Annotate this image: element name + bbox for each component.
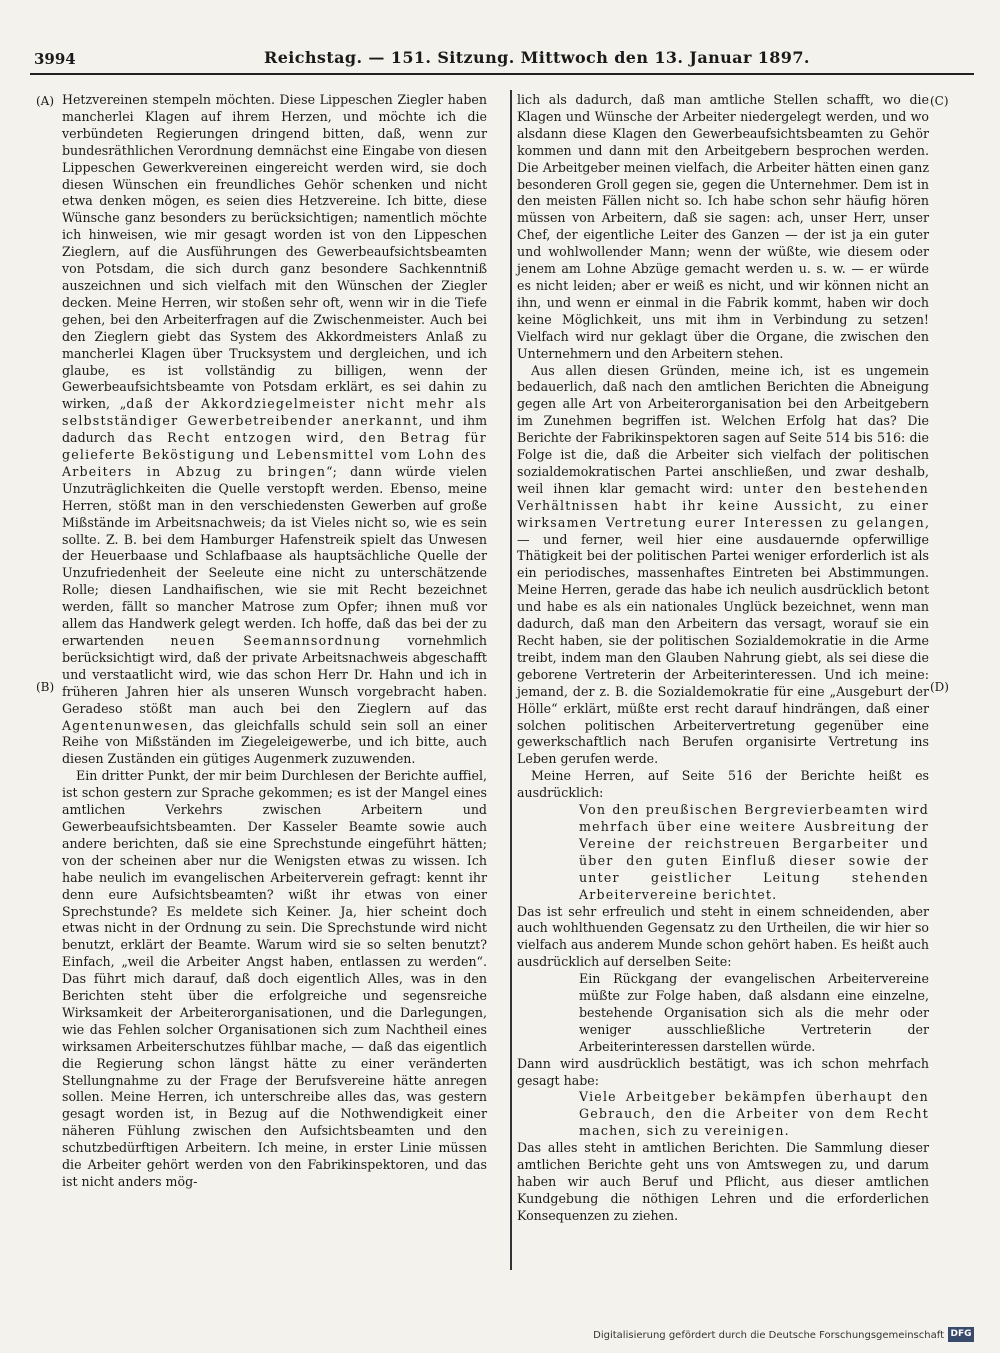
paragraph: Meine Herren, auf Seite 516 der Berichte heißt es ausdrücklich: [517, 768, 929, 801]
header-rule [30, 73, 974, 75]
running-head: Reichstag. — 151. Sitzung. Mittwoch den 13. Januar 1897. [264, 48, 810, 67]
paragraph: Das alles steht in amtlichen Berichten. Die Sammlung dieser amtlichen Berichte geht uns von Amtswegen zu, und darum haben wir auch Beruf und Pflicht, aus dieser amtlichen Kundgebung die nöthigen Lehren und die erforderlichen Konsequenzen zu ziehen. [517, 1140, 929, 1223]
left-column [62, 92, 487, 1191]
paragraph: Aus allen diesen Gründen, meine ich, ist es ungemein bedauerlich, daß nach den amtlichen Berichten die Abneigung gegen alle Art von Arbeiterorganisation bei den Arbeitgebern im Zunehmen begriffen ist. Welchen Erfolg hat das? Die Berichte der Fabrikinspektoren sagen auf Seite 514 bis 516: die Folge ist die, daß die Arbeiter sich vielfach der politischen sozialdemokratischen Partei anschließen, und zwar deshalb, weil ihnen klar gemacht wird: unter den bestehenden Verhältnissen habt ihr keine Aussicht, zu einer wirksamen Vertretung eurer Interessen zu gelangen, — und ferner, weil hier eine ausdauernde opferwillige Thätigkeit bei der politischen Partei weniger erforderlich ist als ein periodisches, massenhaftes Eintreten bei Abstimmungen. Meine Herren, gerade das habe ich neulich ausdrücklich betont und habe es als ein nationales Unglück bezeichnet, wenn man dadurch, daß man den Arbeitern das versagt, worauf sie ein Recht haben, sie der politischen Sozialdemokratie in die Arme treibt, indem man den Glauben Nahrung giebt, als sei diese die geborene Vertreterin der Arbeiterinteressen. Und ich meine: jemand, der z. B. die Sozialdemokratie für eine „Ausgeburt der Hölle“ erklärt, müßte erst recht darauf hindrängen, daß einer solchen politischen Arbeitervertretung gegenüber eine gewerkschaftlich nach Berufen organisirte Vertretung ins Leben gerufen werde. [517, 362, 929, 767]
paragraph: Das ist sehr erfreulich und steht in einem schneidenden, aber auch wohlthuenden Gegensatz zu den Urtheilen, die wir hier so vielfach aus anderem Munde schon gehört haben. Es heißt auch ausdrücklich auf derselben Seite: [517, 903, 929, 970]
page-number: 3994 [34, 50, 76, 68]
footer-funding-note: Digitalisierung gefördert durch die Deutsche Forschungsgemeinschaft [593, 1330, 944, 1341]
column-divider [510, 90, 512, 1270]
margin-letter-b: (B) [36, 680, 55, 694]
block-quote: Viele Arbeitgeber bekämpfen überhaupt den Gebrauch, den die Arbeiter von dem Recht machen, sich zu vereinigen. [579, 1089, 929, 1139]
margin-letter-a: (A) [36, 94, 55, 108]
block-quote: Von den preußischen Bergrevierbeamten wird mehrfach über eine weitere Ausbreitung der Vereine der reichstreuen Bergarbeiter und über den guten Einfluß dieser sowie der unter geistlicher Leitung stehenden Arbeitervereine berichtet. [579, 802, 929, 902]
paragraph: lich als dadurch, daß man amtliche Stellen schafft, wo die Klagen und Wünsche der Arbeiter niedergelegt werden, und wo alsdann diese Klagen den Gewerbeaufsichtsbeamten zu Gehör kommen und dann mit den Arbeitgebern besprochen werden. Die Arbeitgeber meinen vielfach, die Arbeiter hätten einen ganz besonderen Groll gegen sie, gegen die Unternehmer. Dem ist in den meisten Fällen nicht so. Ich habe schon sehr häufig hören müssen von Arbeitern, daß sie sagen: ach, unser Herr, unser Chef, der eigentliche Leiter des Ganzen — der ist ja ein guter und wohlwollender Mann; wenn der wüßte, wie diesem oder jenem am Lohne Abzüge gemacht werden u. s. w. — er würde es nicht leiden; aber er weiß es nicht, und wir können nicht an ihn, und wenn er einmal in die Fabrik kommt, haben wir doch keine Möglichkeit, uns mit ihm in Verbindung zu setzen! Vielfach wird nur geklagt über die Organe, die zwischen den Unternehmern und den Arbeitern stehen. [517, 92, 929, 361]
block-quote: Ein Rückgang der evangelischen Arbeitervereine müßte zur Folge haben, daß alsdann eine einzelne, bestehende Organisation sich als die mehr oder weniger ausschließliche Vertreterin der Arbeiterinteressen darstellen würde. [579, 971, 929, 1054]
right-column [517, 92, 929, 1225]
paragraph: Ein dritter Punkt, der mir beim Durchlesen der Berichte auffiel, ist schon gestern zur Sprache gekommen; es ist der Mangel eines amtlichen Verkehrs zwischen Arbeitern und Gewerbeaufsichtsbeamten. Der Kasseler Beamte sowie auch andere berichten, daß sie eine Sprechstunde eingeführt hätten; von der scheinen aber nur die Wenigsten etwas zu wissen. Ich habe neulich im evangelischen Arbeiterverein gefragt: kennt ihr denn eure Aufsichtsbeamten? wißt ihr etwas von einer Sprechstunde? Es meldete sich Keiner. Ja, hier scheint doch etwas nicht in der Ordnung zu sein. Die Sprechstunde wird nicht benutzt, erklärt der Beamte. Warum wird sie so selten benutzt? Einfach, „weil die Arbeiter Angst haben, entlassen zu werden“. Das führt mich darauf, daß doch eigentlich Alles, was in den Berichten steht über die erfolgreiche und segensreiche Wirksamkeit der Arbeiterorganisationen, und die Darlegungen, wie das Fehlen solcher Organisationen sich zum Nachtheil eines wirksamen Arbeiterschutzes fühlbar mache, — daß das eigentlich die Regierung schon längst hätte zu einer veränderten Stellungnahme zu der Frage der Berufsvereine hätte anregen sollen. Meine Herren, ich unterschreibe alles das, was gestern gesagt worden ist, in Bezug auf die Nothwendigkeit einer näheren Fühlung zwischen den Aufsichtsbeamten und den schutzbedürftigen Arbeitern. Ich meine, in erster Linie müssen die Arbeiter gehört werden von den Fabrikinspektoren, und das ist nicht anders mög- [62, 768, 487, 1189]
margin-letter-d: (D) [930, 680, 949, 694]
paragraph: Hetzvereinen stempeln möchten. Diese Lippeschen Ziegler haben mancherlei Klagen auf ihrem Herzen, und möchte ich die verbündeten Regierungen dringend bitten, daß, wenn zur bundesräthlichen Verordnung demnächst eine Eingabe von diesen Lippeschen Gewerkvereinen eingereicht werden wird, sie doch diesen Wünschen ein freundliches Gehör schenken und nicht etwa denken mögen, es seien dies Hetzvereine. Ich bitte, diese Wünsche ganz besonders zu berücksichtigen; namentlich möchte ich hinweisen, wie mir gesagt worden ist von den Lippeschen Zieglern, auf die Ausführungen des Gewerbeaufsichtsbeamten von Potsdam, die sich durch ganz besondere Sachkenntniß auszeichnen und sich vielfach mit den Wünschen der Ziegler decken. Meine Herren, wir stoßen sehr oft, wenn wir in die Tiefe gehen, bei den Arbeiterfragen auf die Zwischenmeister. Auch bei den Zieglern giebt das System des Akkordmeisters Anlaß zu mancherlei Klagen über Trucksystem und dergleichen, und ich glaube, es ist vollständig zu billigen, wenn der Gewerbeaufsichtsbeamte von Potsdam erklärt, es sei dahin zu wirken, „daß der Akkordziegelmeister nicht mehr als selbstständiger Gewerbetreibender anerkannt, und ihm dadurch das Recht entzogen wird, den Betrag für gelieferte Beköstigung und Lebensmittel vom Lohn des Arbeiters in Abzug zu bringen“; dann würde vielen Unzuträglichkeiten die Quelle verstopft werden. Ebenso, meine Herren, stößt man in den verschiedensten Gewerben auf große Mißstände im Arbeitsnachweis; da ist Vieles nicht so, wie es sein sollte. Z. B. bei dem Hamburger Hafenstreik spielt das Unwesen der Heuerbaase und Schlafbaase als hauptsächliche Quelle der Unzufriedenheit der Seeleute eine nicht zu unterschätzende Rolle; diesen Landhaifischen, wie sie mit Recht bezeichnet werden, fällt so mancher Matrose zum Opfer; ihnen muß vor allem das Handwerk gelegt werden. Ich hoffe, daß das bei der zu erwartenden neuen Seemannsordnung vornehmlich berücksichtigt wird, daß der private Arbeitsnachweis abgeschafft und verstaatlicht wird, wie das schon Herr Dr. Hahn und ich in früheren Jahren hier als unseren Wunsch vorgebracht haben. Geradeso stößt man auch bei den Zieglern auf das Agentenunwesen, das gleichfalls schuld sein soll an einer Reihe von Mißständen im Ziegeleigewerbe, und ich bitte, auch diesen Zuständen ein gütiges Augenmerk zuzuwenden. [62, 92, 488, 767]
dfg-logo: DFG [948, 1327, 974, 1342]
margin-letter-c: (C) [930, 94, 949, 108]
paragraph: Dann wird ausdrücklich bestätigt, was ich schon mehrfach gesagt habe: [517, 1055, 929, 1088]
